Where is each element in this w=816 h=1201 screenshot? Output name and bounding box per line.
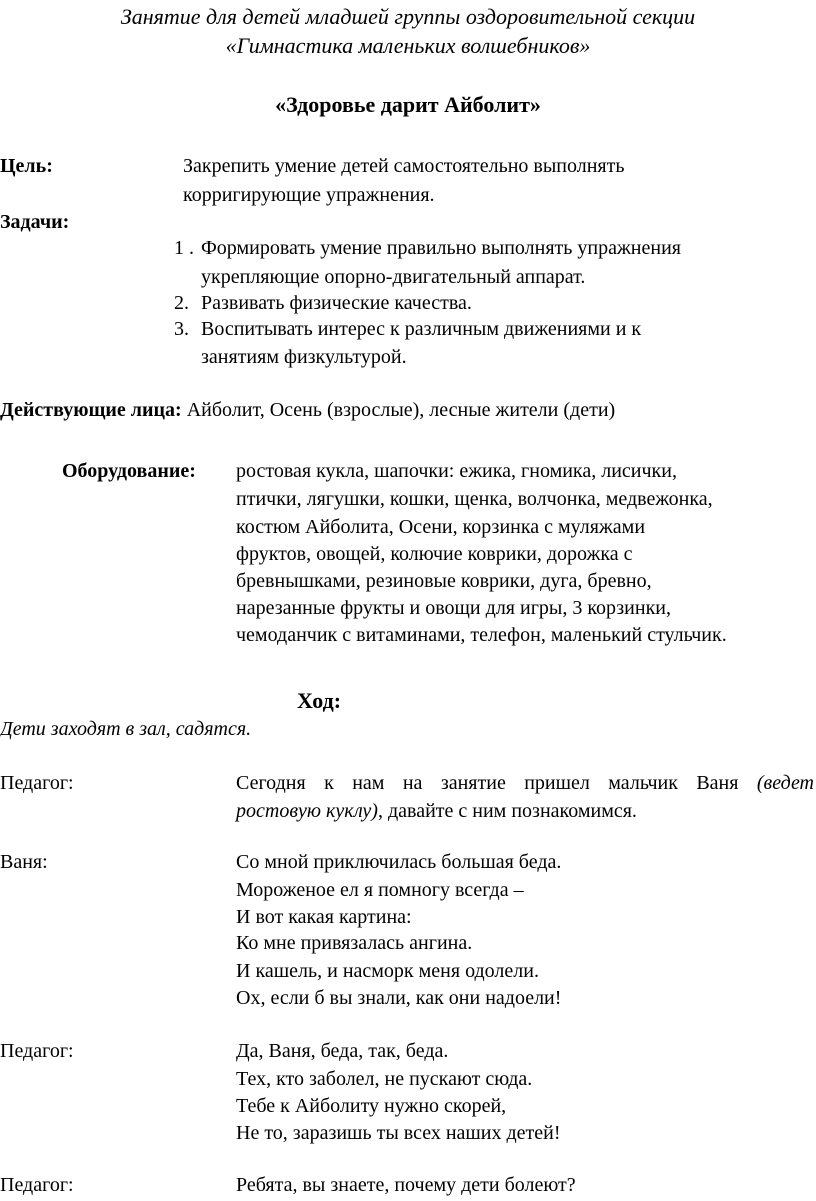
characters-label: Действующие лица: — [0, 399, 182, 421]
pedagog-1-line-2 — [236, 800, 637, 823]
task-1-line-2: укрепляющие опорно-двигательный аппарат. — [201, 266, 586, 288]
vanya-line-3: И вот какая картина: — [236, 906, 412, 928]
vanya-line-6: Ох, если б вы знали, как они надоели! — [236, 987, 562, 1009]
vanya-line-5: И кашель, и насморк меня одолели. — [236, 960, 539, 982]
task-3-line-2: занятиям физкультурой. — [201, 346, 407, 368]
equipment-line-2: птички, лягушки, кошки, щенка, волчонка, медвежонка, — [236, 488, 713, 510]
speaker-pedagog-3: Педагог: — [0, 1174, 74, 1196]
equipment-line-1: ростовая кукла, шапочки: ежика, гномика, лисички, — [236, 460, 677, 482]
pedagog-1-line-1 — [236, 772, 814, 795]
vanya-line-1: Со мной приключилась большая беда. — [236, 851, 562, 873]
task-number-2: 2. — [174, 292, 189, 314]
pedagog-1-note: (ведет — [756, 772, 814, 794]
goal-line-1: Закрепить умение детей самостоятельно выполнять — [183, 155, 625, 177]
pedagog-2-line-1: Да, Ваня, беда, так, беда. — [236, 1040, 449, 1062]
pedagog-3-line-1: Ребята, вы знаете, почему дети болеют? — [236, 1174, 576, 1196]
pedagog-2-line-2: Тех, кто заболел, не пускают сюда. — [236, 1068, 533, 1090]
task-2-line-1: Развивать физические качества. — [201, 292, 472, 314]
task-number-3: 3. — [174, 318, 189, 340]
goal-label: Цель: — [0, 155, 53, 177]
task-1-line-1: Формировать умение правильно выполнять упражнения — [201, 237, 681, 259]
equipment-line-7: чемоданчик с витаминами, телефон, маленький стульчик. — [236, 624, 727, 646]
progress-heading: Ход: — [297, 688, 342, 713]
task-number-1: 1 . — [174, 237, 194, 259]
pedagog-2-line-3: Тебе к Айболиту нужно скорей, — [236, 1095, 507, 1117]
pedagog-1-text: Сегодня к нам на занятие пришел мальчик Ваня — [236, 772, 757, 794]
speaker-pedagog-1: Педагог: — [0, 772, 74, 794]
characters-row — [0, 399, 615, 422]
header-line-1: Занятие для детей младшей группы оздоровительной секции — [120, 4, 696, 29]
equipment-line-5: бревнышками, резиновые коврики, дуга, бревно, — [236, 570, 652, 592]
goal-line-2: корригирующие упражнения. — [183, 184, 435, 206]
equipment-label: Оборудование: — [62, 460, 196, 482]
equipment-line-6: нарезанные фрукты и овощи для игры, 3 корзинки, — [236, 597, 672, 619]
equipment-line-3: костюм Айболита, Осени, корзинка с муляжами — [236, 516, 646, 538]
header-line-2: «Гимнастика маленьких волшебников» — [225, 33, 591, 58]
pedagog-2-line-4: Не то, заразишь ты всех наших детей! — [236, 1122, 561, 1144]
stage-direction: Дети заходят в зал, садятся. — [0, 718, 252, 740]
characters-text: Айболит, Осень (взрослые), лесные жители (дети) — [186, 399, 616, 421]
vanya-line-2: Мороженое ел я помногу всегда – — [236, 879, 524, 901]
equipment-line-4: фруктов, овощей, колючие коврики, дорожка с — [236, 543, 633, 565]
speaker-pedagog-2: Педагог: — [0, 1040, 74, 1062]
pedagog-1-text-cont: , давайте с ним познакомимся. — [377, 800, 637, 822]
page-title: «Здоровье дарит Айболит» — [275, 92, 541, 117]
vanya-line-4: Ко мне привязалась ангина. — [236, 932, 473, 954]
speaker-vanya: Ваня: — [0, 851, 48, 873]
tasks-label: Задачи: — [0, 211, 70, 233]
pedagog-1-note-cont: ростовую куклу) — [236, 800, 378, 822]
task-3-line-1: Воспитывать интерес к различным движениями и к — [201, 318, 642, 340]
